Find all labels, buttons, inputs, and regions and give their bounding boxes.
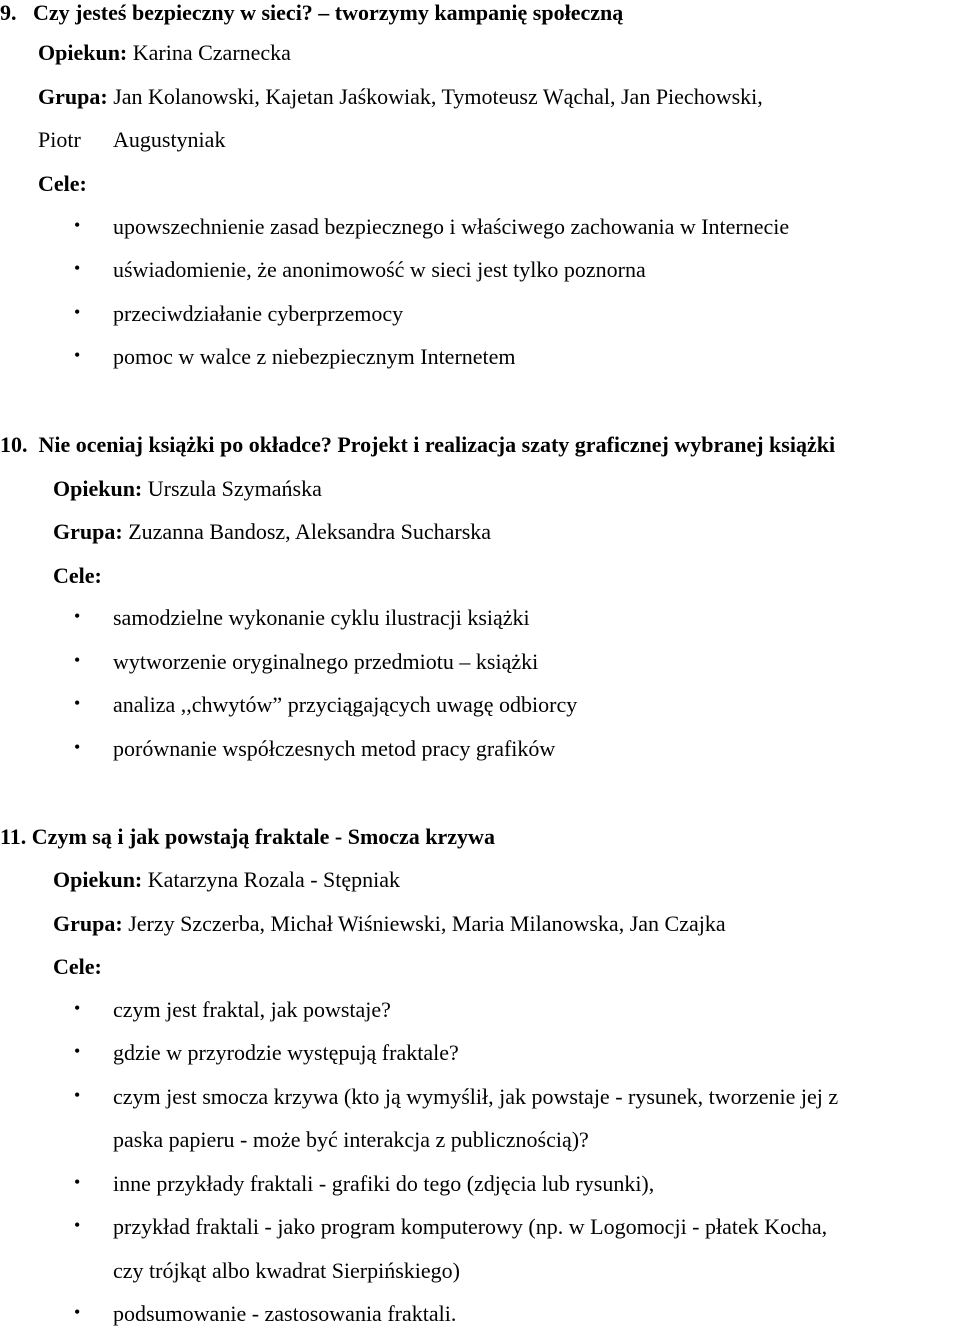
supervisor-name: Karina Czarnecka [132,40,291,65]
bullet-icon: • [74,302,81,322]
bullet-icon: • [74,606,81,626]
list-item: przykład fraktali - jako program komputerowy (np. w Logomocji - płatek Kocha, [113,1214,828,1239]
bullet-icon: • [74,258,81,278]
supervisor-line [53,867,400,893]
list-item: czym jest fraktal, jak powstaje? [113,997,391,1022]
supervisor-label: Opiekun: [53,476,143,501]
list-item: uświadomienie, że anonimowość w sieci jest tylko poznorna [113,257,646,282]
bullet-icon: • [74,1215,81,1235]
goals-label: Cele: [38,171,87,196]
section-title: 9. Czy jesteś bezpieczny w sieci? – tworzymy kampanię społeczną [0,0,624,25]
section-title: 11. Czym są i jak powstają fraktale - Smocza krzywa [0,824,495,849]
bullet-icon: • [74,1085,81,1105]
group-line-continued-name: Augustyniak [113,127,226,152]
goals-label: Cele: [53,954,102,979]
section-number: 9. [0,0,17,25]
supervisor-name: Katarzyna Rozala - Stępniak [147,867,401,892]
supervisor-line [53,476,322,502]
bullet-icon: • [74,693,81,713]
list-item: przeciwdziałanie cyberprzemocy [113,301,404,326]
list-item: podsumowanie - zastosowania fraktali. [113,1301,457,1326]
list-item-continued: paska papieru - może być interakcja z publicznością)? [113,1127,589,1152]
group-label: Grupa: [38,84,108,109]
bullet-icon: • [74,345,81,365]
supervisor-line [38,40,291,66]
group-line [53,519,491,545]
group-line-continued: Piotr [38,127,81,152]
group-line [53,911,726,937]
section-title: 10. Nie oceniaj książki po okładce? Projekt i realizacja szaty graficznej wybranej książki [0,432,836,457]
section-number: 10. [0,432,28,457]
list-item: samodzielne wykonanie cyklu ilustracji książki [113,605,530,630]
bullet-icon: • [74,215,81,235]
group-label: Grupa: [53,519,123,544]
group-label: Grupa: [53,911,123,936]
bullet-icon: • [74,1172,81,1192]
supervisor-label: Opiekun: [53,867,143,892]
list-item: porównanie współczesnych metod pracy grafików [113,736,556,761]
bullet-icon: • [74,650,81,670]
list-item-continued: czy trójkąt albo kwadrat Sierpińskiego) [113,1258,461,1283]
list-item: analiza ,,chwytów” przyciągających uwagę odbiorcy [113,692,578,717]
list-item: gdzie w przyrodzie występują fraktale? [113,1040,459,1065]
supervisor-name: Urszula Szymańska [147,476,322,501]
group-members: Jerzy Szczerba, Michał Wiśniewski, Maria Milanowska, Jan Czajka [128,911,726,936]
list-item: upowszechnienie zasad bezpiecznego i właściwego zachowania w Internecie [113,214,790,239]
bullet-icon: • [74,998,81,1018]
list-item: inne przykłady fraktali - grafiki do tego (zdjęcia lub rysunki), [113,1171,655,1196]
bullet-icon: • [74,737,81,757]
section-number: 11. [0,824,27,849]
bullet-icon: • [74,1302,81,1322]
bullet-icon: • [74,1041,81,1061]
group-members: Jan Kolanowski, Kajetan Jaśkowiak, Tymoteusz Wąchal, Jan Piechowski, [113,84,763,109]
list-item: czym jest smocza krzywa (kto ją wymyślił, jak powstaje - rysunek, tworzenie jej z [113,1084,839,1109]
list-item: pomoc w walce z niebezpiecznym Internetem [113,344,516,369]
goals-label: Cele: [53,563,102,588]
supervisor-label: Opiekun: [38,40,128,65]
group-members: Zuzanna Bandosz, Aleksandra Sucharska [128,519,492,544]
group-line [38,84,763,110]
list-item: wytworzenie oryginalnego przedmiotu – książki [113,649,539,674]
